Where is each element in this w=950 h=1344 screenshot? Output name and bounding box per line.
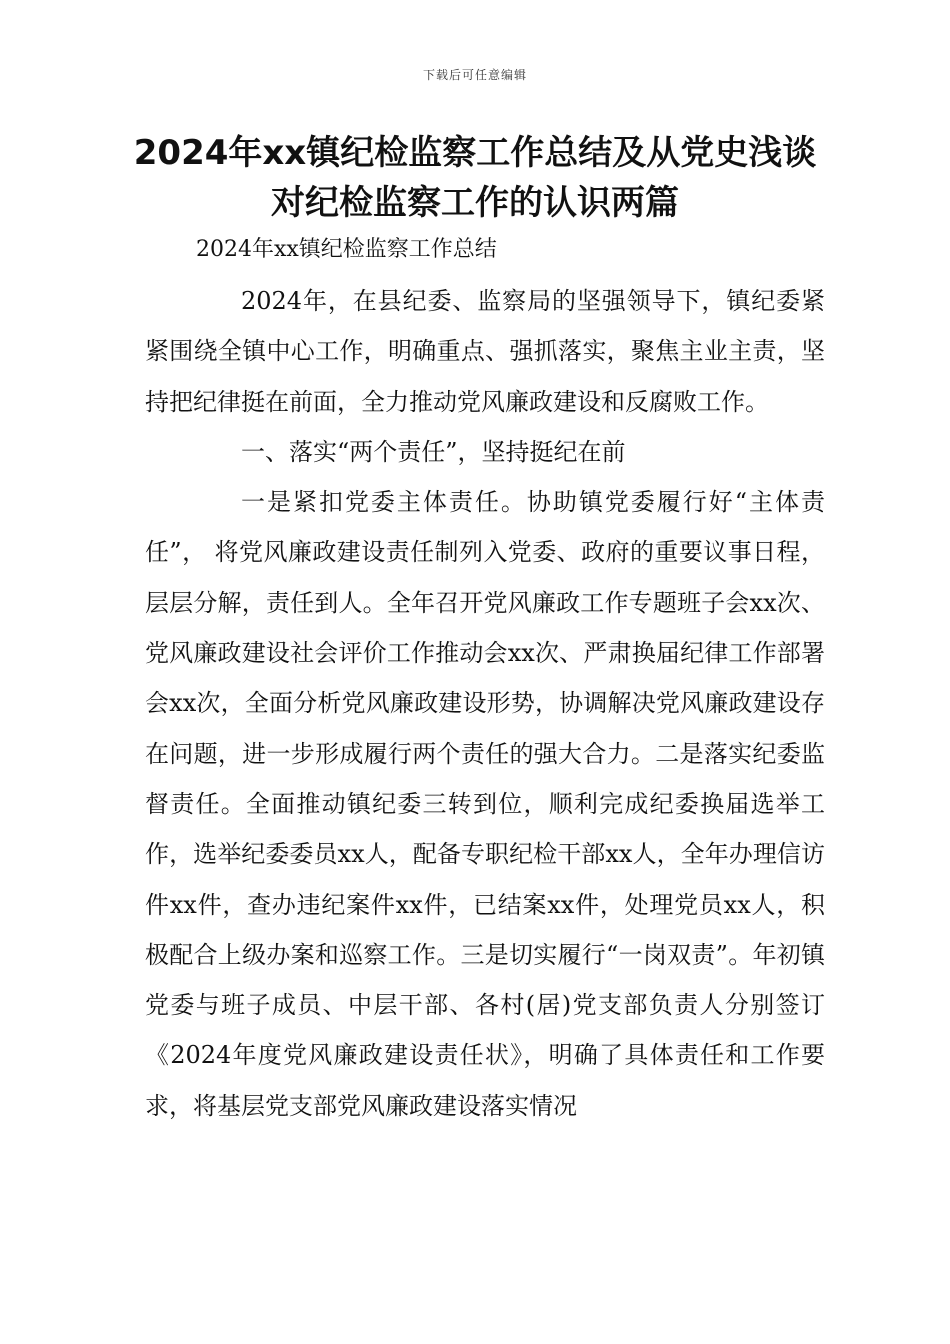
- intro-paragraph: 2024年，在县纪委、监察局的坚强领导下，镇纪委紧紧围绕全镇中心工作，明确重点、强抓落实，聚焦主业主责，坚持把纪律挺在前面，全力推动党风廉政建设和反腐败工作。: [145, 287, 825, 416]
- header-note: 下载后可任意编辑: [422, 68, 527, 82]
- section-heading: 一、落实“两个责任”，坚持挺纪在前: [241, 437, 626, 466]
- document-title: 2024年xx镇纪检监察工作总结及从党史浅谈对纪检监察工作的认识两篇: [133, 133, 817, 223]
- document-body: [145, 276, 825, 1131]
- section-paragraph: 一是紧扣党委主体责任。协助镇党委履行好“主体责任”， 将党风廉政建设责任制列入党委、政府的重要议事日程，层层分解，责任到人。全年召开党风廉政工作专题班子会xx次、党风廉政建设社会评价工作推动会xx次、严肃换届纪律工作部署会xx次，全面分析党风廉政建设形势，协调解决党风廉政建设存在问题，进一步形成履行两个责任的强大合力。二是落实纪委监督责任。全面推动镇纪委三转到位，顺利完成纪委换届选举工作，选举纪委委员xx人，配备专职纪检干部xx人，全年办理信访件xx件，查办违纪案件xx件，已结案xx件，处理党员xx人，积极配合上级办案和巡察工作。三是切实履行“一岗双责”。年初镇党委与班子成员、中层干部、各村(居)党支部负责人分别签订《2024年度党风廉政建设责任状》，明确了具体责任和工作要求，将基层党支部党风廉政建设落实情况: [145, 488, 825, 1120]
- document-subtitle: 2024年xx镇纪检监察工作总结: [196, 237, 497, 262]
